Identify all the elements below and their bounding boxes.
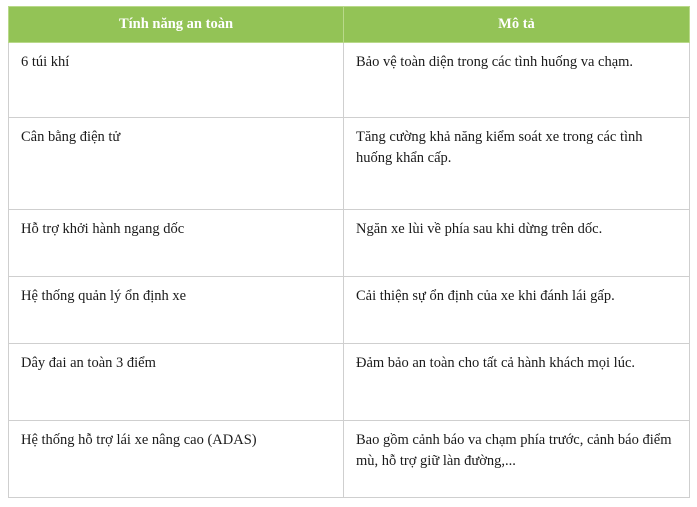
table-row — [9, 42, 690, 117]
table-body — [9, 42, 690, 497]
safety-features-table — [8, 6, 690, 498]
table-row — [9, 343, 690, 420]
cell-description: Cải thiện sự ổn định của xe khi đánh lái gấp. — [344, 276, 690, 343]
column-header-description: Mô tả — [344, 7, 690, 43]
cell-description: Bao gồm cảnh báo va chạm phía trước, cảnh báo điểm mù, hỗ trợ giữ làn đường,... — [344, 420, 690, 497]
table-row — [9, 209, 690, 276]
cell-description: Bảo vệ toàn diện trong các tình huống va chạm. — [344, 42, 690, 117]
table-row — [9, 420, 690, 497]
table-header — [9, 7, 690, 43]
cell-feature: 6 túi khí — [9, 42, 344, 117]
cell-description: Tăng cường khả năng kiểm soát xe trong các tình huống khẩn cấp. — [344, 117, 690, 209]
table-header-row — [9, 7, 690, 43]
cell-feature: Cân bằng điện tử — [9, 117, 344, 209]
cell-feature: Hệ thống hỗ trợ lái xe nâng cao (ADAS) — [9, 420, 344, 497]
table-row — [9, 276, 690, 343]
cell-feature: Dây đai an toàn 3 điểm — [9, 343, 344, 420]
table-row — [9, 117, 690, 209]
cell-description: Ngăn xe lùi về phía sau khi dừng trên dốc. — [344, 209, 690, 276]
cell-feature: Hỗ trợ khởi hành ngang dốc — [9, 209, 344, 276]
column-header-feature: Tính năng an toàn — [9, 7, 344, 43]
cell-feature: Hệ thống quản lý ổn định xe — [9, 276, 344, 343]
cell-description: Đảm bảo an toàn cho tất cả hành khách mọi lúc. — [344, 343, 690, 420]
